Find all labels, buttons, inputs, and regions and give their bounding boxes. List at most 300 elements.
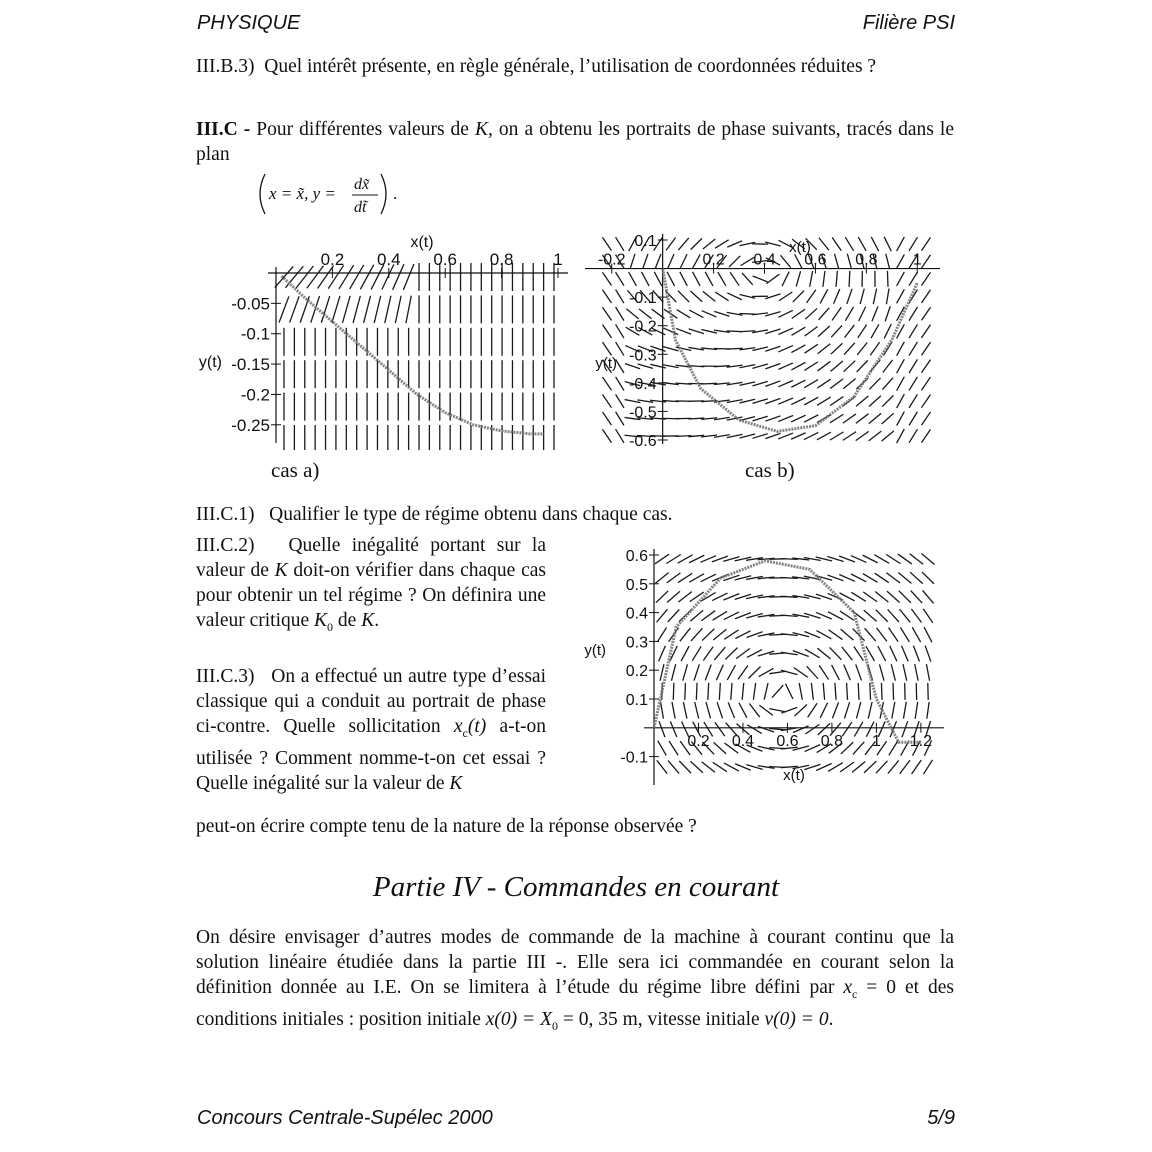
svg-text:dt̃: dt̃ (354, 199, 367, 216)
field-segment (717, 702, 722, 718)
field-segment (912, 760, 922, 774)
question-label: III.B.3) (196, 56, 255, 77)
field-segment (689, 310, 703, 317)
y-tick-label: -0.5 (629, 404, 657, 422)
field-segment (791, 380, 805, 387)
text-b: a-t-on utilisée ? Comment nomme-t-on cet essai ? Quelle inégalité sur la valeur de (196, 716, 547, 794)
field-segment (602, 307, 611, 320)
field-segment (834, 254, 838, 269)
field-segment (725, 648, 737, 660)
field-segment (819, 308, 829, 320)
field-segment (626, 309, 638, 319)
field-segment (742, 683, 744, 700)
field-segment (921, 377, 930, 390)
field-segment (616, 290, 624, 304)
var-t: (t) (467, 716, 487, 737)
header-track: Filière PSI (862, 12, 955, 34)
field-segment (616, 429, 624, 443)
trajectory-line (282, 276, 544, 434)
field-segment (718, 272, 726, 286)
field-segment (749, 703, 759, 717)
field-segment (818, 344, 831, 354)
field-segment (859, 307, 866, 321)
field-segment (629, 272, 637, 286)
y-tick-label: -0.05 (231, 294, 270, 314)
field-segment (830, 379, 843, 389)
field-segment (897, 412, 905, 426)
field-segment (818, 326, 830, 337)
field-segment (805, 745, 821, 752)
field-segment (922, 572, 934, 584)
field-segment (804, 380, 818, 388)
field-segment (845, 325, 855, 338)
field-segment (921, 237, 930, 250)
field-segment (746, 765, 762, 770)
field-segment (690, 291, 702, 302)
x-tick-label: 0.6 (433, 250, 458, 269)
field-segment (683, 702, 687, 719)
field-segment (706, 702, 711, 718)
field-segment (897, 377, 905, 391)
field-segment (870, 342, 879, 355)
field-segment (885, 306, 890, 321)
field-segment (395, 296, 401, 323)
field-segment (692, 646, 701, 661)
field-segment (602, 394, 611, 407)
field-segment (616, 342, 624, 356)
field-segment (887, 271, 888, 287)
field-segment (884, 324, 891, 338)
field-segment (897, 324, 905, 338)
field-segment (844, 343, 855, 355)
field-segment (905, 683, 906, 700)
field-segment (910, 572, 923, 583)
field-segment (764, 683, 768, 700)
field-segment (715, 722, 725, 736)
field-segment (602, 342, 611, 355)
field-segment (730, 272, 739, 285)
field-segment (834, 289, 840, 304)
field-segment (845, 307, 853, 321)
question-III-B-3 (196, 54, 954, 79)
field-segment (290, 296, 299, 322)
question-label: III.C.3) (196, 666, 255, 687)
field-segment (685, 683, 686, 700)
y-tick-label: -0.3 (629, 347, 657, 365)
field-segment (900, 760, 910, 774)
field-segment (831, 325, 842, 337)
field-segment (807, 290, 816, 303)
eq-v0: v(0) = 0 (764, 1008, 829, 1030)
field-segment (912, 627, 920, 642)
field-segment (703, 647, 713, 661)
field-segment (897, 254, 905, 268)
field-segment (691, 628, 702, 641)
field-segment (883, 360, 893, 373)
field-segment (753, 683, 755, 700)
sub-c: c (462, 725, 468, 740)
field-segment (804, 631, 820, 637)
field-segment (830, 397, 843, 406)
field-segment (279, 296, 289, 322)
field-segment (882, 413, 894, 424)
field-segment (843, 379, 855, 389)
y-tick-label: 0.4 (625, 605, 648, 623)
field-segment (830, 647, 842, 659)
field-segment (796, 271, 800, 286)
field-segment (616, 377, 624, 391)
question-text: Quel intérêt présente, en règle générale, l’utilisation de coordonnées réduites ? (264, 56, 877, 77)
svg-text:.: . (393, 184, 398, 203)
field-segment (727, 348, 743, 349)
field-segment (715, 292, 728, 301)
field-segment (747, 632, 763, 638)
field-segment (795, 254, 802, 268)
field-segment (921, 412, 930, 425)
field-segment (616, 324, 624, 338)
field-segment (669, 741, 678, 755)
field-segment (909, 412, 917, 426)
field-segment (793, 651, 809, 657)
y-tick-label: -0.15 (231, 355, 270, 375)
field-segment (728, 702, 734, 718)
field-segment (913, 646, 919, 662)
field-segment (672, 702, 675, 719)
field-segment (903, 664, 907, 681)
field-segment (667, 573, 681, 583)
y-tick-label: -0.25 (231, 415, 270, 435)
field-segment (805, 344, 818, 353)
field-segment (902, 646, 909, 662)
field-segment (889, 741, 898, 755)
field-segment (804, 397, 818, 405)
field-segment (678, 592, 691, 602)
field-segment (715, 240, 729, 248)
field-segment (835, 683, 836, 700)
x-tick-label: 1.2 (909, 732, 933, 750)
field-segment (769, 671, 786, 673)
field-segment (847, 289, 852, 304)
field-segment (869, 396, 881, 407)
field-segment (898, 554, 912, 564)
field-segment (893, 683, 894, 700)
field-segment (843, 432, 856, 441)
field-segment (888, 760, 899, 773)
field-segment (759, 668, 774, 676)
field-segment (630, 254, 635, 269)
y-tick-label: -0.2 (240, 385, 270, 405)
field-segment (921, 342, 930, 355)
field-segment (714, 647, 725, 660)
field-segment (817, 379, 830, 388)
field-segment (854, 722, 863, 737)
field-segment (805, 327, 818, 337)
field-segment (791, 327, 805, 335)
text-d: . (828, 1008, 834, 1030)
x-tick-label: 0.8 (489, 250, 514, 269)
x-axis-label: x(t) (789, 239, 811, 256)
field-segment (922, 554, 935, 565)
field-segment (658, 741, 666, 756)
field-segment (857, 360, 868, 372)
field-segment (692, 254, 700, 268)
field-segment (602, 377, 611, 390)
field-segment (616, 272, 624, 286)
field-segment (678, 238, 688, 250)
field-segment (654, 272, 662, 286)
field-segment (909, 237, 917, 251)
y-tick-label: 0.1 (625, 692, 648, 709)
field-segment (616, 394, 624, 408)
field-segment (703, 291, 716, 301)
svg-text:dx̃: dx̃ (354, 176, 370, 193)
field-segment (791, 433, 806, 440)
field-segment (847, 254, 851, 269)
field-segment (656, 591, 668, 603)
y-tick-label: 0.3 (625, 634, 648, 652)
y-axis-label: y(t) (595, 355, 617, 372)
field-segment (876, 761, 888, 773)
field-segment (897, 429, 905, 443)
field-segment (873, 289, 876, 305)
field-segment (842, 722, 852, 736)
field-segment (403, 264, 414, 290)
field-segment (738, 666, 748, 680)
y-tick-label: 0.6 (625, 548, 648, 565)
field-segment (897, 289, 905, 303)
question-label: III.C.2) (196, 535, 255, 556)
field-segment (794, 668, 808, 678)
field-segment (921, 255, 930, 268)
field-segment (799, 683, 802, 700)
field-segment (807, 666, 818, 679)
field-segment (727, 293, 741, 300)
part-IV-title: Partie IV - Commandes en courant (372, 871, 780, 903)
field-segment (853, 742, 864, 755)
x-tick-label: 0.8 (855, 251, 878, 269)
field-segment (657, 760, 667, 773)
field-segment (909, 342, 917, 356)
y-axis-label: y(t) (584, 642, 606, 659)
field-segment (741, 257, 755, 265)
y-tick-label: -0.1 (629, 290, 657, 308)
field-segment (659, 646, 666, 662)
field-segment (858, 325, 867, 338)
field-segment (878, 646, 886, 661)
field-segment (747, 650, 762, 658)
field-segment (805, 308, 817, 319)
caption-cas-a: cas a) (271, 458, 320, 482)
field-segment (882, 431, 894, 441)
field-segment (296, 266, 313, 288)
field-segment (769, 709, 786, 712)
field-segment (899, 591, 911, 603)
field-segment (823, 683, 824, 700)
caption-cas-b: cas b) (745, 458, 795, 482)
y-tick-label: 0.5 (625, 576, 648, 594)
field-segment (844, 702, 849, 718)
field-segment (898, 572, 911, 583)
field-segment (865, 628, 876, 641)
field-segment (832, 665, 840, 680)
phase-portrait-c (572, 543, 952, 791)
field-segment (909, 429, 917, 443)
question-label: III.C.1) (196, 504, 255, 525)
field-segment (911, 591, 923, 603)
field-segment (696, 683, 697, 700)
x-tick-label: 0.8 (820, 732, 844, 750)
eq-x0-val: = 0, 35 m (558, 1008, 638, 1030)
field-segment (864, 610, 877, 621)
question-text: Qualifier le type de régime obtenu dans chaque cas. (269, 504, 673, 525)
field-segment (353, 296, 360, 323)
field-segment (792, 309, 805, 318)
var-K: K (475, 119, 489, 140)
field-segment (300, 296, 309, 322)
sub-0: 0 (552, 1018, 558, 1033)
field-segment (823, 271, 825, 287)
footer-page: 5/9 (927, 1107, 955, 1129)
field-segment (890, 646, 897, 661)
field-segment (643, 254, 648, 269)
field-segment (887, 573, 901, 583)
text-a: On désire envisager d’autres modes de commande de la machine à courant continu que la solution linéaire étudiée dans la partie III -. Elle sera ici commandée en courant selon la définition donnée au I.E. On se limitera à l’étude du régime libre défini par (196, 927, 954, 998)
field-segment (791, 398, 805, 405)
field-segment (832, 307, 841, 320)
field-segment (602, 272, 611, 285)
y-tick-label: -0.4 (629, 375, 657, 393)
x-tick-label: 1 (553, 250, 563, 269)
field-segment (602, 412, 611, 425)
field-segment (857, 342, 867, 355)
field-segment (869, 378, 880, 389)
field-segment (795, 704, 807, 716)
question-III-C-3 (196, 664, 546, 796)
field-segment (897, 237, 905, 251)
field-segment (694, 664, 699, 680)
field-segment (641, 272, 649, 286)
field-segment (781, 670, 797, 674)
x-tick-label: 0.4 (731, 732, 755, 750)
field-segment (897, 342, 905, 356)
field-segment (831, 343, 843, 354)
x-tick-label: 0.2 (320, 250, 345, 269)
intro-text-b: , on a obtenu les portraits de phase suivants, tracés dans le plan (196, 119, 954, 165)
field-segment (856, 702, 860, 718)
field-segment (923, 609, 933, 623)
field-segment (727, 665, 735, 680)
field-segment (844, 665, 851, 681)
y-tick-label: 0.2 (625, 663, 648, 681)
field-segment (657, 609, 668, 622)
field-segment (856, 396, 868, 406)
field-segment (881, 683, 882, 700)
field-segment (841, 629, 854, 640)
section-III-C-intro (196, 117, 954, 167)
field-segment (670, 721, 676, 737)
y-axis-label: y(t) (198, 354, 222, 371)
field-segment (660, 664, 664, 681)
phase-portrait-b (585, 230, 950, 452)
y-tick-label: -0.1 (240, 324, 270, 344)
field-segment (909, 359, 917, 373)
field-segment (690, 761, 703, 772)
phase-plane-formula (255, 170, 405, 220)
field-segment (671, 664, 675, 680)
field-segment (858, 237, 866, 251)
field-segment (832, 702, 838, 718)
field-segment (804, 415, 818, 422)
field-segment (879, 664, 884, 680)
x-tick-label: 1 (871, 732, 881, 750)
field-segment (921, 429, 930, 442)
y-tick-label: -0.2 (629, 318, 657, 336)
text-b: et des conditions initiales : position initiale (196, 977, 954, 1030)
text-a: Quelle inégalité portant sur la valeur de (196, 535, 546, 581)
field-segment (804, 432, 818, 439)
field-segment (406, 296, 411, 323)
field-segment (739, 331, 755, 332)
field-segment (679, 761, 691, 773)
y-tick-label: 0.1 (634, 233, 657, 250)
field-segment (616, 307, 624, 321)
field-segment (852, 762, 865, 773)
field-segment (830, 414, 843, 423)
field-segment (817, 361, 830, 370)
field-segment (903, 702, 906, 719)
question-III-C-3-end (196, 814, 956, 839)
var-K: K (361, 610, 375, 631)
field-segment (921, 394, 930, 407)
x-tick-label: 0.4 (376, 250, 401, 269)
x-tick-label: 1 (912, 251, 922, 269)
field-segment (876, 610, 888, 622)
x-tick-label: 0.2 (702, 251, 725, 269)
field-segment (886, 254, 890, 270)
field-segment (786, 684, 793, 699)
field-segment (844, 361, 856, 372)
text-c: de (333, 610, 362, 631)
field-segment (705, 272, 713, 286)
field-segment (781, 255, 791, 267)
x-axis-label: x(t) (783, 767, 805, 784)
field-segment (668, 609, 680, 621)
field-segment (902, 721, 908, 737)
x-axis-label: x(t) (410, 234, 434, 251)
field-segment (713, 629, 726, 640)
field-segment (781, 707, 797, 713)
field-segment (871, 324, 879, 338)
field-segment (678, 291, 689, 302)
field-segment (616, 237, 624, 251)
eq-xc: x (843, 977, 853, 998)
field-segment (860, 289, 864, 304)
field-segment (830, 432, 844, 440)
field-segment (342, 296, 350, 323)
field-segment (872, 306, 878, 321)
field-segment (856, 414, 869, 424)
field-segment (285, 266, 303, 288)
field-segment (882, 378, 893, 390)
field-segment (714, 742, 727, 753)
field-segment (781, 634, 798, 636)
field-segment (849, 271, 850, 287)
field-segment (793, 291, 804, 302)
field-segment (673, 683, 674, 700)
field-segment (385, 296, 391, 323)
text-c: peut-on écrire compte tenu de la nature de la réponse observée ? (196, 816, 697, 837)
field-segment (884, 237, 891, 251)
